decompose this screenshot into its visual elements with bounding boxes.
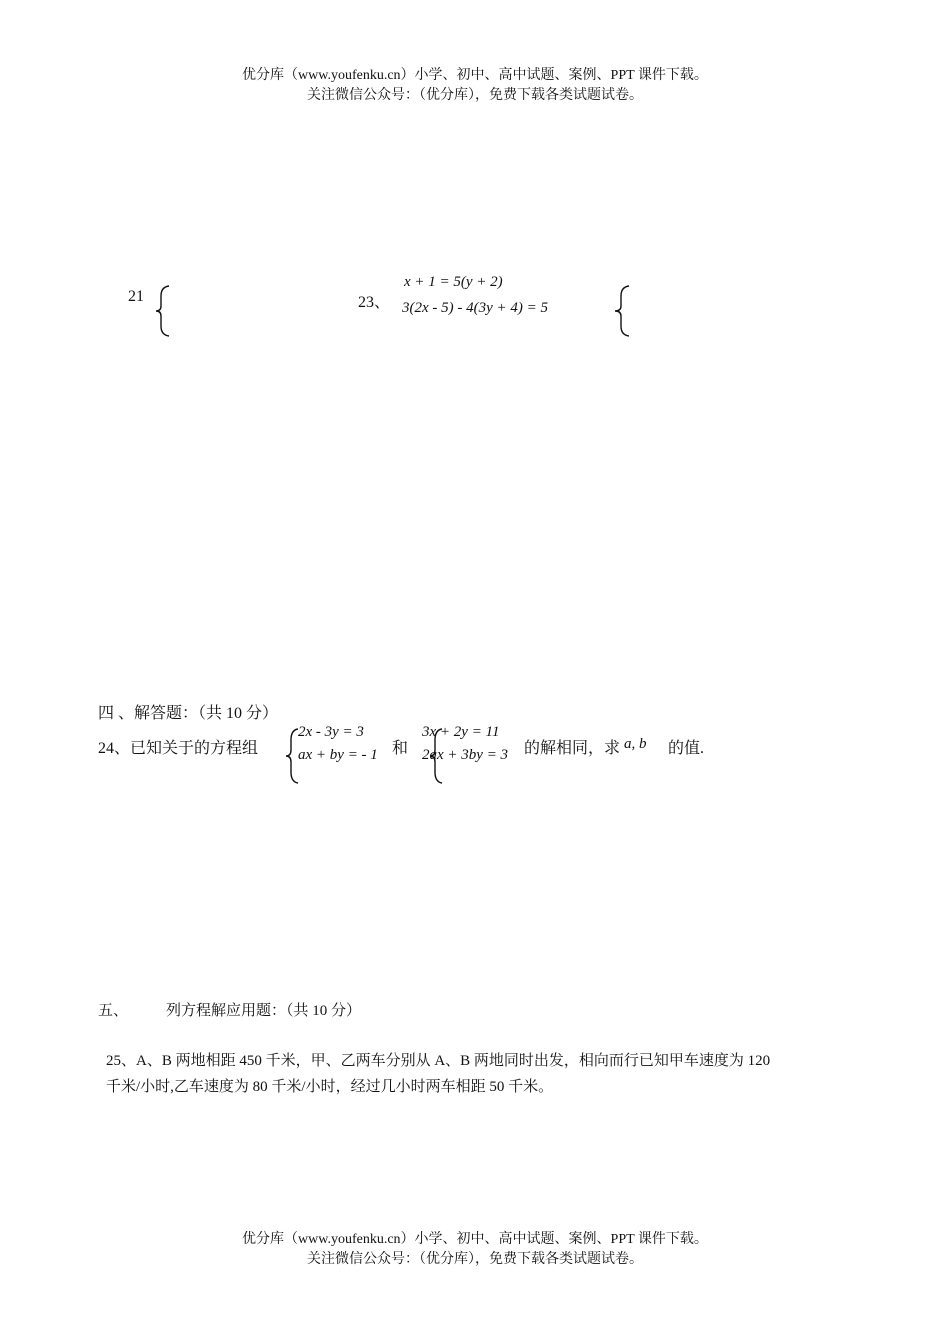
problem-24-and: 和 (392, 740, 409, 757)
problem-24-system-1-equation-1: 2x - 3y = 3 (298, 724, 364, 740)
section-4-title: 四 、解答题：（共 10 分） (98, 705, 279, 722)
header-line-2: 关注微信公众号：（优分库），免费下载各类试题试卷。 (307, 88, 643, 103)
footer-line-2: 关注微信公众号：（优分库），免费下载各类试题试卷。 (307, 1252, 643, 1267)
problem-23-label: 23、 (358, 294, 391, 311)
problem-21-brace-icon (154, 284, 172, 338)
problem-21-label: 21 (128, 288, 144, 305)
problem-25-line-2: 千米/小时,乙车速度为 80 千米/小时，经过几小时两车相距 50 千米。 (106, 1079, 554, 1095)
problem-24-system-2-equation-1: 3x + 2y = 11 (422, 724, 500, 740)
problem-24-system-1-equation-2: ax + by = - 1 (298, 747, 378, 763)
problem-24-system-2-equation-2: 2ax + 3by = 3 (422, 747, 509, 763)
problem-23-brace-icon (612, 284, 632, 338)
header-line-1: 优分库（www.youfenku.cn）小学、初中、高中试题、案例、PPT 课件下载。 (242, 68, 708, 83)
problem-23-equation-1: x + 1 = 5(y + 2) (404, 274, 503, 290)
problem-24-suffix-2: 的值. (668, 740, 705, 757)
problem-25-line-1: 25、A、B 两地相距 450 千米，甲、乙两车分别从 A、B 两地同时出发，相向而行已知甲车速度为 120 (106, 1053, 771, 1069)
problem-24-suffix-1: 的解相同，求 (524, 740, 621, 757)
footer-line-1: 优分库（www.youfenku.cn）小学、初中、高中试题、案例、PPT 课件下载。 (242, 1232, 708, 1247)
problem-24-prefix: 24、已知关于的方程组 (98, 740, 259, 757)
section-5-title: 列方程解应用题：（共 10 分） (166, 1003, 362, 1019)
problem-24-variables: a, b (624, 736, 647, 752)
problem-23-equation-2: 3(2x - 5) - 4(3y + 4) = 5 (402, 300, 549, 316)
section-5-number: 五、 (98, 1003, 129, 1019)
